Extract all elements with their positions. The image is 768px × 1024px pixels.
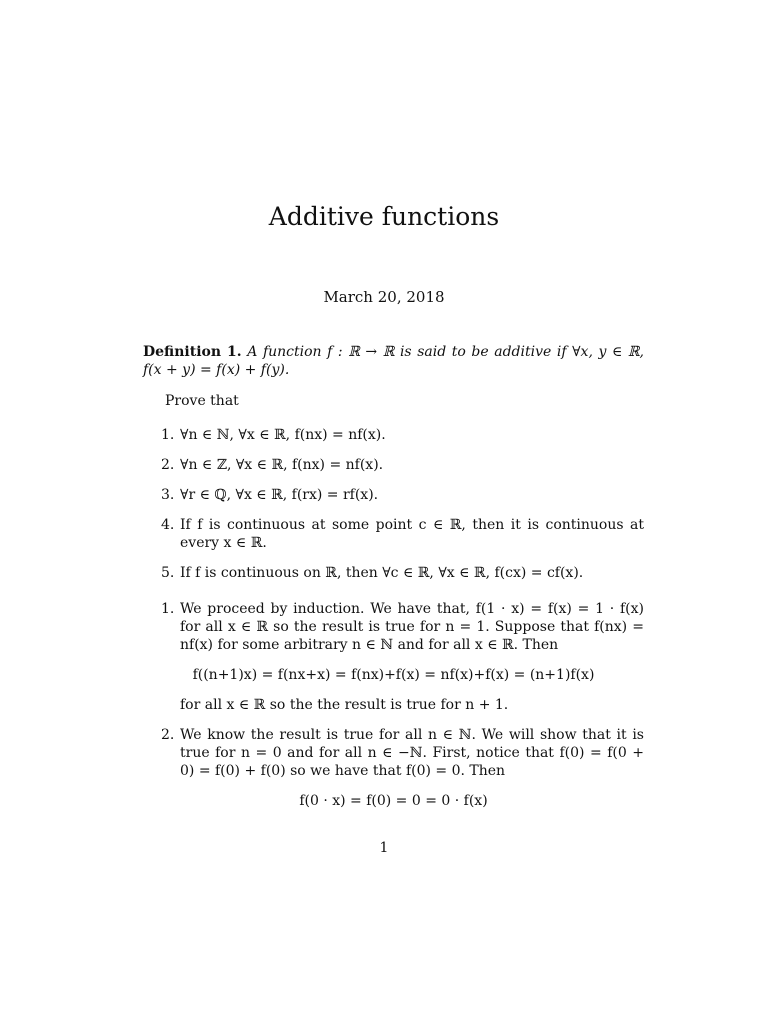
task-text: ∀n ∈ ℕ, ∀x ∈ ℝ, f(nx) = nf(x). [180,427,386,443]
task-item [143,516,644,552]
definition-label: Definition 1. [143,344,242,360]
answer-text: We proceed by induction. We have that, f(1 · x) = f(x) = 1 · f(x) for all x ∈ ℝ so the result is true for n = 1. Suppose that f(nx) = nf(x) for some arbitrary n ∈ ℕ and for all x ∈ ℝ. Then [180,601,644,653]
definition-text: A function f : ℝ → ℝ is said to be additive if ∀x, y ∈ ℝ, f(x + y) = f(x) + f(y). [143,344,645,378]
definition [143,343,644,379]
answer-number: 2. [161,727,175,743]
document-date: March 20, 2018 [323,288,445,306]
task-text: ∀n ∈ ℤ, ∀x ∈ ℝ, f(nx) = nf(x). [180,457,384,473]
task-text: If f is continuous at some point c ∈ ℝ, then it is continuous at every x ∈ ℝ. [180,517,644,551]
page-number: 1 [379,840,389,856]
task-item [143,486,644,504]
answer-list [143,600,644,810]
task-number: 2. [161,457,175,473]
task-number: 1. [161,427,175,443]
task-item [143,426,644,444]
task-text: If f is continuous on ℝ, then ∀c ∈ ℝ, ∀x ∈ ℝ, f(cx) = cf(x). [180,565,584,581]
answer-item [143,726,644,810]
document-title: Additive functions [268,202,500,231]
answer-text: We know the result is true for all n ∈ ℕ. We will show that it is true for n = 0 and for all n ∈ −ℕ. First, notice that f(0) = f(0 + 0) = f(0) + f(0) so we have that f(0) = 0. Then [180,727,644,779]
display-equation: f((n+1)x) = f(nx+x) = f(nx)+f(x) = nf(x)+f(x) = (n+1)f(x) [192,667,595,683]
task-number: 5. [161,565,175,581]
task-text: ∀r ∈ ℚ, ∀x ∈ ℝ, f(rx) = rf(x). [180,487,379,503]
document-body [143,343,644,822]
answer-number: 1. [161,601,175,617]
prove-that-text: Prove that [165,393,239,409]
task-list [143,426,644,582]
task-item [143,564,644,582]
task-number: 3. [161,487,175,503]
answer-item [143,600,644,714]
task-number: 4. [161,517,175,533]
task-item [143,456,644,474]
answer-conclusion: for all x ∈ ℝ so the the result is true for n + 1. [180,697,509,713]
display-equation: f(0 · x) = f(0) = 0 = 0 · f(x) [299,793,488,809]
